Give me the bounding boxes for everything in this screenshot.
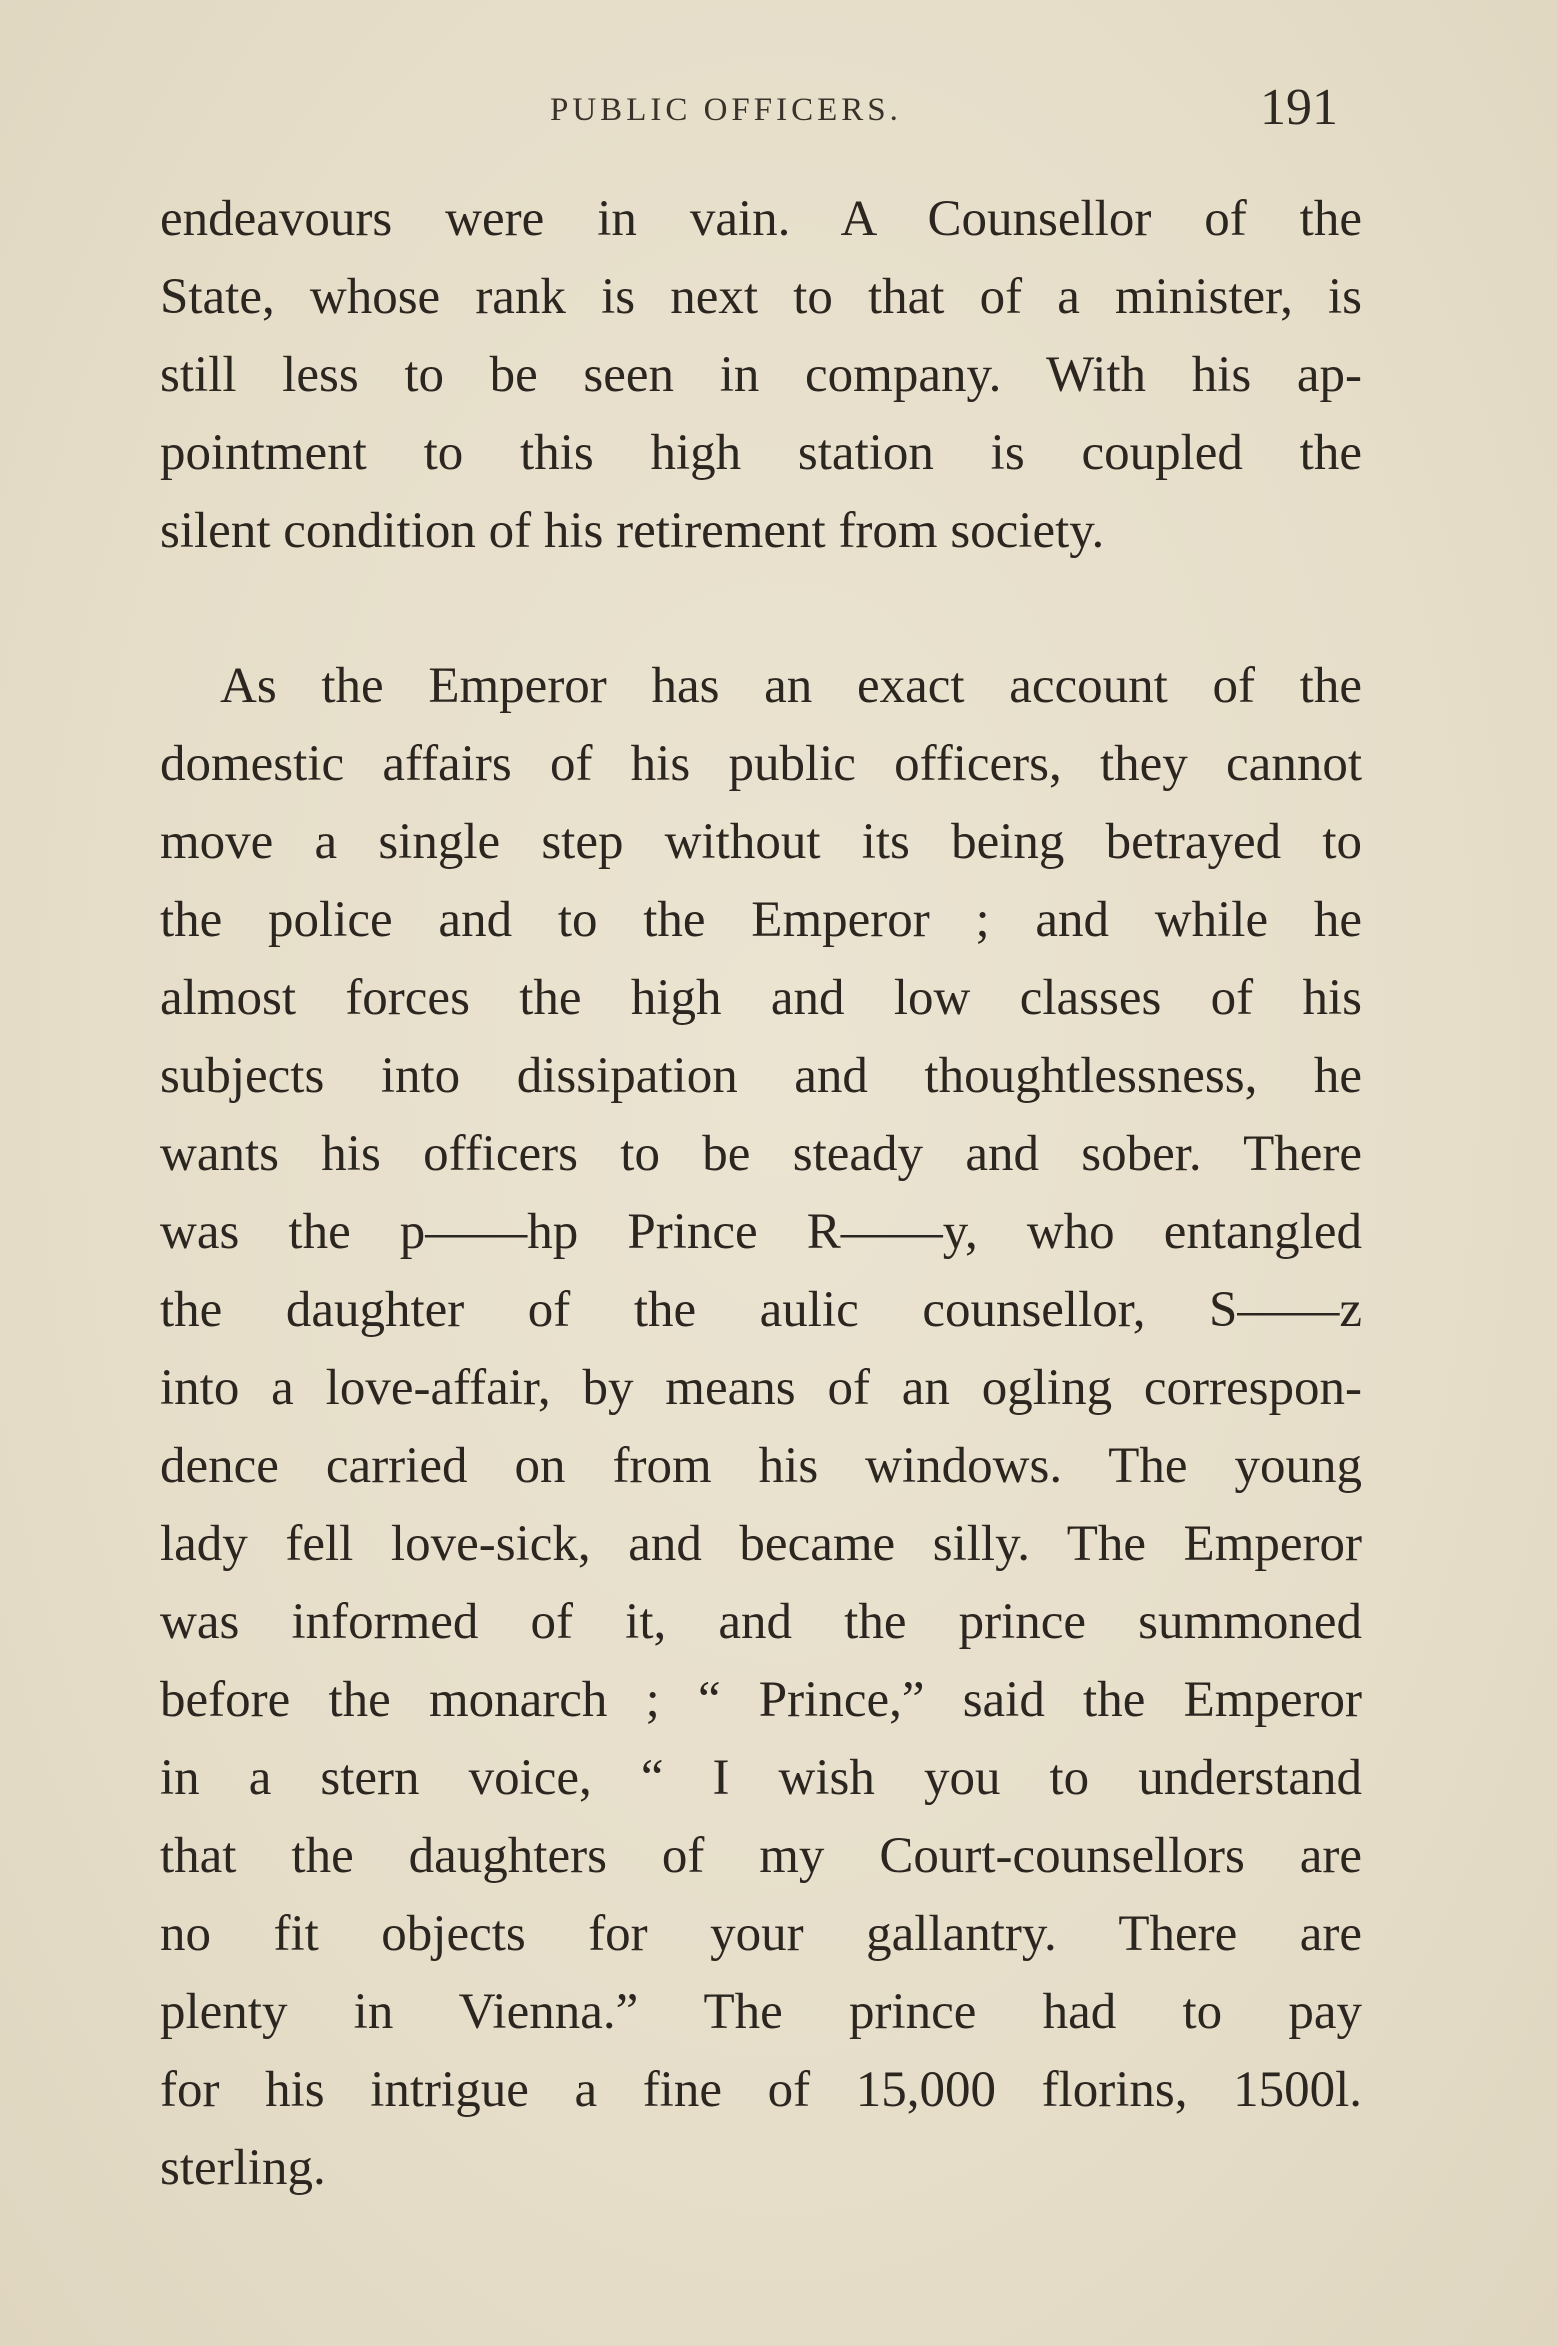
running-head xyxy=(160,78,1360,138)
text-line: subjects into dissipation and thoughtlessness, he xyxy=(160,1048,1362,1104)
paragraph-spacer xyxy=(160,570,1362,647)
text-line: was the p——hp Prince R——y, who entangled xyxy=(160,1204,1362,1260)
text-line: silent condition of his retirement from society. xyxy=(160,503,1105,559)
text-line: State, whose rank is next to that of a minister, is xyxy=(160,269,1362,325)
text-line: sterling. xyxy=(160,2140,326,2196)
paragraph-2 xyxy=(160,647,1362,2207)
text-line: for his intrigue a fine of 15,000 florins, 1500l. xyxy=(160,2062,1362,2118)
text-line: the daughter of the aulic counsellor, S——z xyxy=(160,1282,1362,1338)
text-line: domestic affairs of his public officers, they cannot xyxy=(160,736,1362,792)
page-number: 191 xyxy=(1260,79,1338,136)
running-title: PUBLIC OFFICERS. xyxy=(550,92,902,128)
text-line: dence carried on from his windows. The young xyxy=(160,1438,1362,1494)
text-line: As the Emperor has an exact account of the xyxy=(220,658,1362,714)
text-line: plenty in Vienna.” The prince had to pay xyxy=(160,1984,1362,2040)
text-line: no fit objects for your gallantry. There are xyxy=(160,1906,1362,1962)
body-text xyxy=(160,180,1362,2207)
text-line: before the monarch ; “ Prince,” said the Emperor xyxy=(160,1672,1362,1728)
paragraph-1 xyxy=(160,180,1362,570)
text-line: still less to be seen in company. With his ap- xyxy=(160,347,1362,403)
text-line: pointment to this high station is coupled the xyxy=(160,425,1362,481)
text-line: was informed of it, and the prince summoned xyxy=(160,1594,1362,1650)
text-line: the police and to the Emperor ; and while he xyxy=(160,892,1362,948)
text-line: move a single step without its being betrayed to xyxy=(160,814,1362,870)
text-line: endeavours were in vain. A Counsellor of the xyxy=(160,191,1362,247)
text-line: almost forces the high and low classes of his xyxy=(160,970,1362,1026)
text-line: in a stern voice, “ I wish you to understand xyxy=(160,1750,1362,1806)
text-line: wants his officers to be steady and sober. There xyxy=(160,1126,1362,1182)
text-line: lady fell love-sick, and became silly. The Emperor xyxy=(160,1516,1362,1572)
text-line: into a love-affair, by means of an ogling correspon- xyxy=(160,1360,1362,1416)
text-line: that the daughters of my Court-counsellors are xyxy=(160,1828,1362,1884)
